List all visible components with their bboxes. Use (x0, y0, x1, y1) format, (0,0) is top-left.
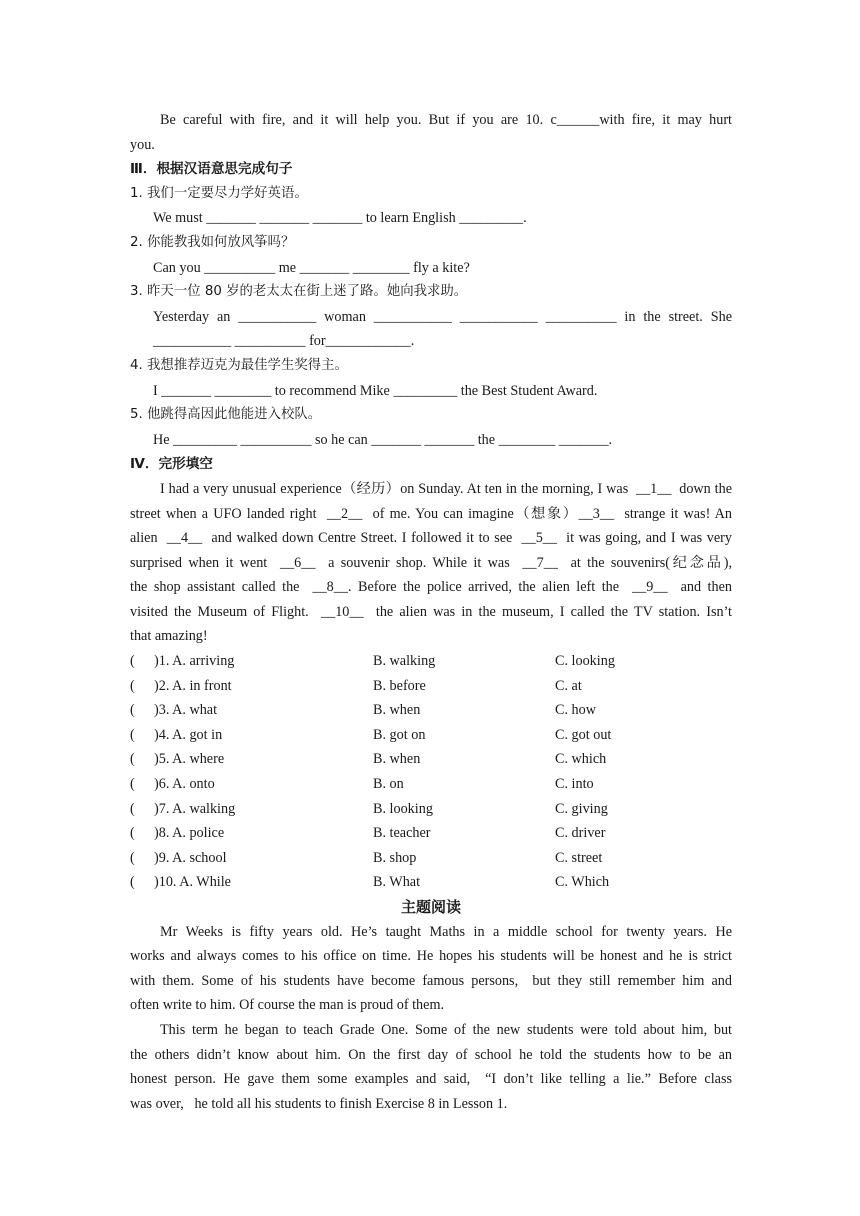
option-a: )6. A. onto (154, 776, 215, 793)
answer-bracket: ( (130, 849, 135, 866)
option-a: )5. A. where (154, 751, 225, 768)
reading-paragraph-line: Mr Weeks is fifty years old. He’s taught Maths in a middle school for twenty years. He (160, 923, 732, 940)
option-row (130, 846, 732, 871)
intro-line: Be careful with fire, and it will help you. But if you are 10. c______with fire, it may hurt (160, 112, 732, 128)
option-row (130, 797, 732, 822)
question-chinese: 5. 他跳得高因此他能进入校队。 (130, 407, 322, 423)
reading-title: 主题阅读 (400, 898, 461, 916)
option-a: )4. A. got in (154, 726, 223, 743)
option-row (130, 821, 732, 846)
option-c: C. driver (555, 825, 606, 842)
cloze-passage-line: surprised when it went __6__ a souvenir shop. While it was __7__ at the souvenirs(纪念品), (130, 554, 732, 571)
question-english: We must _______ _______ _______ to learn English _________. (153, 210, 527, 227)
worksheet-page (130, 108, 732, 1116)
reading-paragraph-line: was over, he told all his students to finish Exercise 8 in Lesson 1. (130, 1095, 508, 1112)
cloze-passage-line: street when a UFO landed right __2__ of me. You can imagine（想象）__3__ strange it was! An (130, 505, 732, 522)
option-c: C. how (555, 702, 596, 719)
question-chinese: 1. 我们一定要尽力学好英语。 (130, 185, 308, 201)
reading-paragraph-line: with them. Some of his students have become famous persons, but they still remember him and (130, 972, 732, 989)
option-b: B. teacher (373, 825, 431, 842)
option-c: C. giving (555, 800, 608, 817)
reading-paragraph-line: the others didn’t know about him. On the first day of school he told the students how to be an (130, 1046, 732, 1063)
question-english: Yesterday an ___________ woman ___________ ___________ __________ in the street. She (153, 308, 732, 325)
cloze-passage-line: the shop assistant called the __8__. Before the police arrived, the alien left the __9__ and then (130, 579, 732, 596)
option-b: B. got on (373, 726, 426, 743)
answer-bracket: ( (130, 874, 135, 891)
option-c: C. into (555, 776, 594, 793)
question-english: Can you __________ me _______ ________ fly a kite? (153, 259, 470, 276)
answer-bracket: ( (130, 751, 135, 768)
option-row (130, 674, 732, 699)
option-b: B. What (373, 874, 421, 891)
answer-bracket: ( (130, 825, 135, 842)
option-b: B. on (373, 776, 404, 793)
option-a: )9. A. school (154, 849, 227, 866)
option-row (130, 649, 732, 674)
option-a: )7. A. walking (154, 800, 236, 817)
option-b: B. walking (373, 653, 436, 670)
option-b: B. looking (373, 800, 433, 817)
answer-bracket: ( (130, 702, 135, 719)
cloze-passage-line: that amazing! (130, 628, 208, 645)
option-a: )1. A. arriving (154, 653, 235, 670)
intro-line: you. (130, 136, 155, 153)
option-a: )10. A. While (154, 874, 231, 891)
answer-bracket: ( (130, 776, 135, 793)
question-chinese: 3. 昨天一位 80 岁的老太太在街上迷了路。她向我求助。 (130, 284, 468, 300)
option-c: C. looking (555, 653, 615, 670)
question-english: I _______ ________ to recommend Mike _________ the Best Student Award. (153, 382, 598, 399)
option-c: C. street (555, 849, 603, 866)
cloze-passage-line: visited the Museum of Flight. __10__ the alien was in the museum, I called the TV station. Isn’t (130, 603, 732, 620)
option-row (130, 772, 732, 797)
reading-paragraph-line: honest person. He gave them some examples and said, “I don’t like telling a lie.” Before class (130, 1071, 732, 1088)
option-row (130, 698, 732, 723)
reading-paragraph-line: This term he began to teach Grade One. Some of the new students were told about him, but (160, 1021, 732, 1038)
answer-bracket: ( (130, 800, 135, 817)
option-a: )3. A. what (154, 702, 218, 719)
option-b: B. when (373, 702, 421, 719)
option-c: C. Which (555, 874, 610, 891)
answer-bracket: ( (130, 726, 135, 743)
option-b: B. before (373, 677, 426, 694)
option-row (130, 747, 732, 772)
question-english: ___________ __________ for____________. (153, 333, 415, 350)
section-heading: Ⅲ．根据汉语意思完成句子 (130, 161, 293, 178)
cloze-passage-line: alien __4__ and walked down Centre Street. I followed it to see __5__ it was going, and I was very (130, 530, 732, 547)
question-english: He _________ __________ so he can _______ _______ the ________ _______. (153, 431, 613, 448)
section-heading: Ⅳ．完形填空 (130, 456, 213, 473)
question-chinese: 4. 我想推荐迈克为最佳学生奖得主。 (130, 357, 348, 373)
option-a: )2. A. in front (154, 677, 232, 694)
cloze-passage-line: I had a very unusual experience（经历）on Sunday. At ten in the morning, I was __1__ down the (160, 480, 732, 497)
option-c: C. at (555, 677, 582, 694)
answer-bracket: ( (130, 653, 135, 670)
reading-paragraph-line: often write to him. Of course the man is proud of them. (130, 997, 445, 1014)
answer-bracket: ( (130, 677, 135, 694)
option-c: C. which (555, 751, 607, 768)
reading-paragraph-line: works and always comes to his office on time. He hopes his students will be honest and he is strict (130, 948, 732, 965)
option-b: B. when (373, 751, 421, 768)
question-chinese: 2. 你能教我如何放风筝吗？ (130, 234, 295, 250)
option-c: C. got out (555, 726, 612, 743)
option-a: )8. A. police (154, 825, 225, 842)
option-row (130, 870, 732, 895)
option-row (130, 723, 732, 748)
option-b: B. shop (373, 849, 417, 866)
